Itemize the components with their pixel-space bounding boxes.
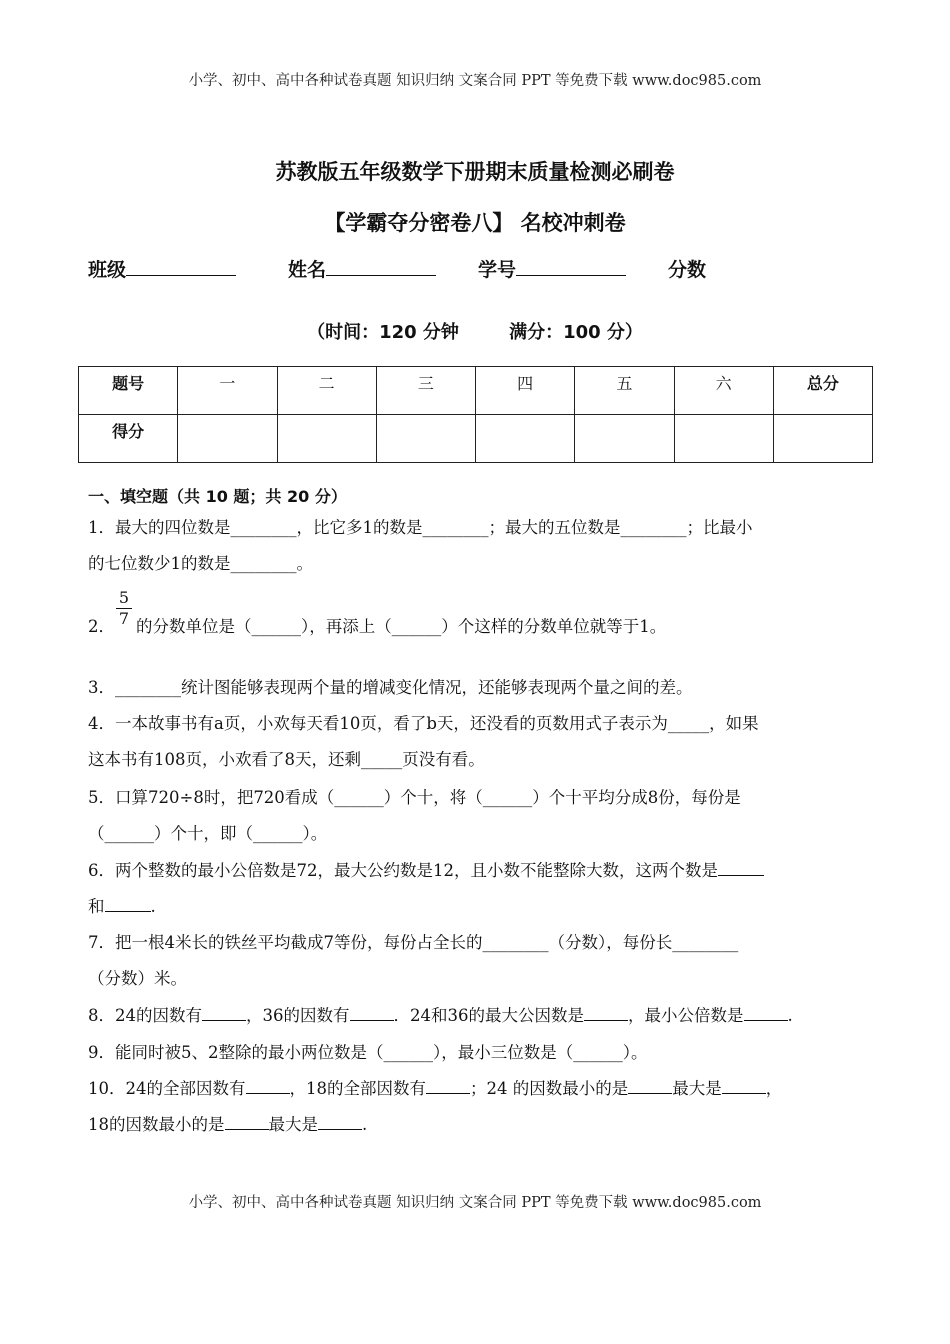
fraction	[116, 589, 132, 628]
score-field	[668, 255, 706, 282]
score-input-cell[interactable]	[674, 415, 773, 463]
answer-blank[interactable]	[628, 1077, 672, 1094]
score-input-cell[interactable]	[277, 415, 376, 463]
period: .	[787, 1006, 793, 1025]
score-input-cell[interactable]	[178, 415, 277, 463]
page-footer: 小学、初中、高中各种试卷真题 知识归纳 文案合同 PPT 等免费下载 www.doc985.com	[188, 1195, 762, 1211]
question-10-text-e: 18的因数最小的是	[88, 1115, 225, 1134]
question-1-line-2: 的七位数少1的数是________。	[88, 554, 313, 573]
question-10-text-a: 10．24的全部因数有	[88, 1079, 246, 1098]
question-4-line-2: 这本书有108页，小欢看了8天，还剩_____页没有看。	[88, 750, 485, 769]
page-header: 小学、初中、高中各种试卷真题 知识归纳 文案合同 PPT 等免费下载 www.doc985.com	[188, 73, 762, 89]
page-subtitle: 【学霸夺分密卷八】 名校冲刺卷	[324, 211, 626, 235]
score-input-cell[interactable]	[376, 415, 475, 463]
answer-blank[interactable]	[722, 1077, 766, 1094]
score-table-cell: 题号	[79, 367, 178, 415]
score-input-cell[interactable]	[575, 415, 674, 463]
question-8-text-b: ，36的因数有	[246, 1006, 350, 1025]
class-label: 班级	[88, 259, 127, 281]
name-label: 姓名	[288, 259, 327, 281]
number-label: 学号	[478, 259, 517, 281]
question-8-text-c: ．24和36的最大公因数是	[393, 1006, 584, 1025]
fraction-numerator: 5	[118, 588, 130, 607]
score-table-cell: 六	[674, 367, 773, 415]
score-table-header-row	[79, 367, 873, 415]
question-10-text-d: 最大是	[672, 1079, 722, 1098]
number-blank[interactable]	[516, 257, 626, 276]
question-1-line-1: 1．最大的四位数是________，比它多1的数是________；最大的五位数是________；比最小	[88, 518, 753, 537]
score-label: 分数	[668, 259, 707, 281]
question-10-line-1	[88, 1071, 868, 1107]
question-6-text: 6．两个整数的最小公倍数是72，最大公约数是12，且小数不能整除大数，这两个数是	[88, 861, 718, 880]
answer-blank[interactable]	[584, 1004, 628, 1021]
question-6-line-2	[88, 889, 868, 925]
question-6-line-1	[88, 853, 868, 889]
question-10-line-2	[88, 1107, 868, 1143]
score-table-cell: 二	[277, 367, 376, 415]
page-title: 苏教版五年级数学下册期末质量检测必刷卷	[275, 160, 675, 184]
question-4-line-1: 4．一本故事书有a页，小欢每天看10页，看了b天，还没看的页数用式子表示为_____，如果	[88, 714, 759, 733]
question-3: 3．________统计图能够表现两个量的增减变化情况，还能够表现两个量之间的差。	[88, 678, 693, 697]
number-field	[478, 255, 626, 282]
score-input-cell[interactable]	[773, 415, 872, 463]
section-title: 一、填空题（共 10 题；共 20 分）	[88, 487, 347, 506]
answer-blank[interactable]	[718, 859, 764, 876]
fraction-denominator: 7	[118, 609, 130, 628]
answer-blank[interactable]	[426, 1077, 470, 1094]
question-8	[88, 998, 868, 1034]
period: .	[150, 897, 156, 916]
class-blank[interactable]	[126, 257, 236, 276]
score-table-cell: 一	[178, 367, 277, 415]
question-6-text-2: 和	[88, 897, 105, 916]
question-5-line-1: 5．口算720÷8时，把720看成（______）个十，将（______）个十平均分成8份，每份是	[88, 788, 741, 807]
score-table-cell: 三	[376, 367, 475, 415]
name-field	[288, 255, 436, 282]
class-field	[88, 255, 236, 282]
question-5-line-2: （______）个十，即（______）。	[88, 824, 328, 843]
score-table-cell: 得分	[79, 415, 178, 463]
question-7-line-1: 7．把一根4米长的铁丝平均截成7等份，每份占全长的________（分数），每份长________	[88, 933, 739, 952]
question-8-text-a: 8．24的因数有	[88, 1006, 202, 1025]
answer-blank[interactable]	[225, 1113, 269, 1130]
answer-blank[interactable]	[246, 1077, 290, 1094]
answer-blank[interactable]	[350, 1004, 394, 1021]
answer-blank[interactable]	[744, 1004, 788, 1021]
score-table-cell: 四	[476, 367, 575, 415]
answer-blank[interactable]	[105, 895, 151, 912]
question-2: 的分数单位是（______），再添上（______）个这样的分数单位就等于1。	[136, 617, 667, 636]
answer-blank[interactable]	[318, 1113, 362, 1130]
comma: ，	[765, 1079, 783, 1098]
time-limit: （时间：120 分钟 满分：100 分）	[307, 322, 643, 343]
question-10-text-b: ，18的全部因数有	[289, 1079, 426, 1098]
name-blank[interactable]	[326, 257, 436, 276]
score-table-cell: 总分	[773, 367, 872, 415]
question-10-text-c: ；24 的因数最小的是	[470, 1079, 629, 1098]
question-2-number: 2．	[88, 617, 115, 636]
score-table	[78, 366, 873, 463]
score-table-score-row	[79, 415, 873, 463]
question-10-text-f: 最大是	[268, 1115, 318, 1134]
question-7-line-2: （分数）米。	[88, 969, 187, 988]
answer-blank[interactable]	[202, 1004, 246, 1021]
score-table-cell: 五	[575, 367, 674, 415]
period: .	[362, 1115, 368, 1134]
question-8-text-d: ，最小公倍数是	[628, 1006, 744, 1025]
question-9: 9．能同时被5、2整除的最小两位数是（______），最小三位数是（______）。	[88, 1043, 648, 1062]
score-input-cell[interactable]	[476, 415, 575, 463]
